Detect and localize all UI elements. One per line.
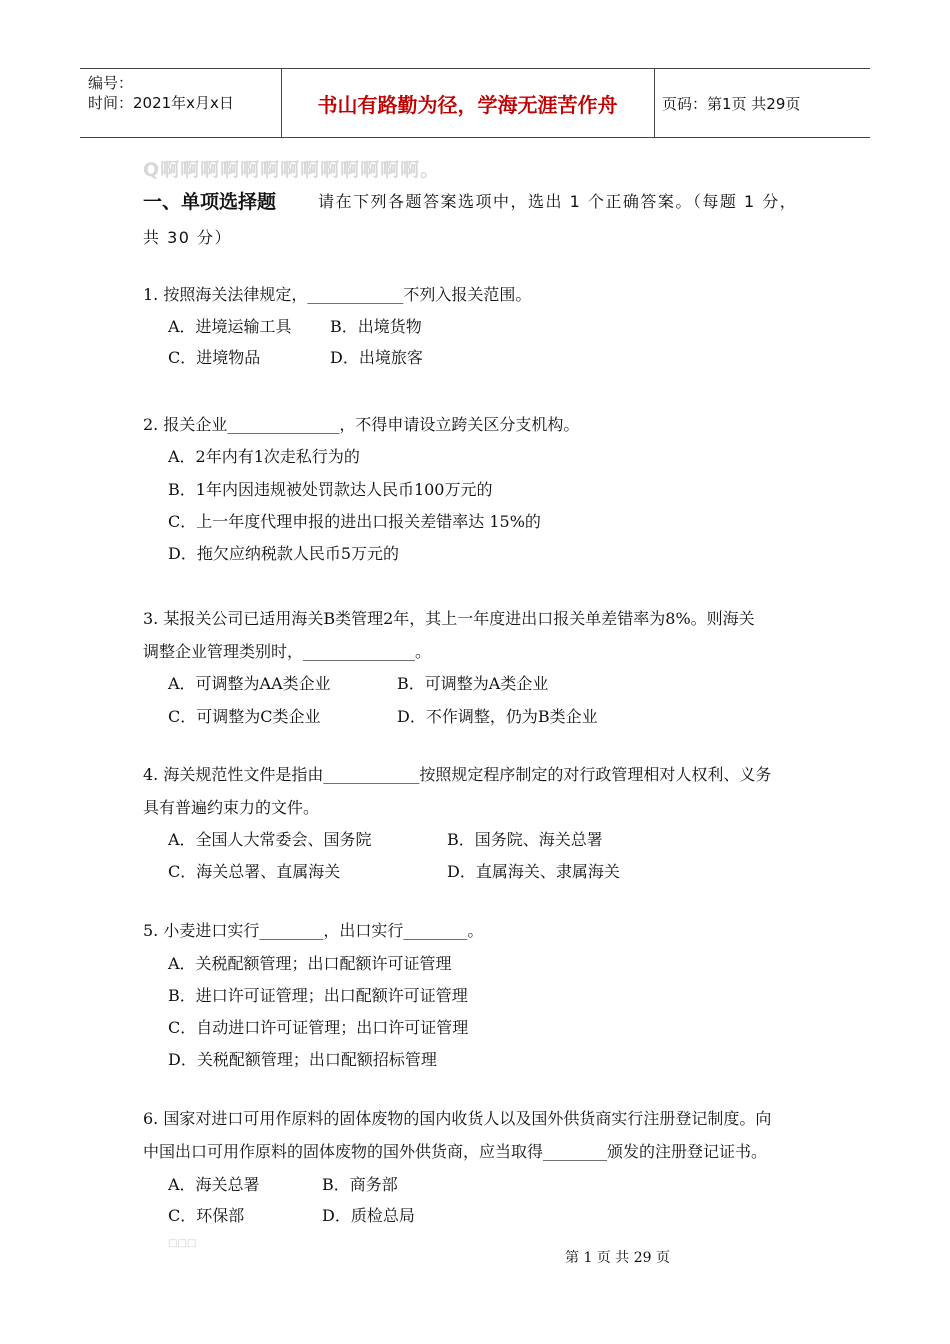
question-stem: 1. 按照海关法律规定，____________不列入报关范围。 [143,285,532,304]
option-d: D．拖欠应纳税款人民币5万元的 [168,544,400,563]
option-a: A．可调整为AA类企业 [168,674,331,693]
header-motto: 书山有路勤为径，学海无涯苦作舟 [317,92,618,117]
option-c: C．进境物品 [168,348,261,367]
option-a: A．进境运输工具 [168,317,292,336]
option-a: A．关税配额管理；出口配额许可证管理 [168,954,452,973]
question-stem: 2. 报关企业______________，不得申请设立跨关区分支机构。 [143,415,580,434]
question-stem: 3. 某报关公司已适用海关B类管理2年，其上一年度进出口报关单差错率为8%。则海关 [143,609,755,628]
section-instruction-cont: 共 30 分） [143,228,233,247]
option-d: D．出境旅客 [330,348,423,367]
question-stem: 5. 小麦进口实行________，出口实行________。 [143,921,484,940]
header-divider [654,69,655,137]
option-d: D．质检总局 [322,1206,415,1225]
footer-page-number: 第 1 页 共 29 页 [565,1250,670,1266]
option-a: A．海关总署 [168,1175,260,1194]
section-title: 一、单项选择题 [143,191,277,213]
number-label: 编号： [88,74,134,92]
option-d: D．直属海关、隶属海关 [447,862,620,881]
option-c: C．环保部 [168,1206,245,1225]
option-c: C．海关总署、直属海关 [168,862,341,881]
option-c: C．上一年度代理申报的进出口报关差错率达 15%的 [168,512,541,531]
option-c: C．自动进口许可证管理；出口许可证管理 [168,1018,469,1037]
option-a: A．全国人大常委会、国务院 [168,830,372,849]
option-b: B．商务部 [322,1175,398,1194]
header-left [88,73,234,113]
option-b: B．可调整为A类企业 [397,674,549,693]
option-d: D．关税配额管理；出口配额招标管理 [168,1050,437,1069]
question-stem: 4. 海关规范性文件是指由____________按照规定程序制定的对行政管理相对人权利、义务 [143,765,772,784]
footer-mark: □□□ [168,1238,197,1249]
option-c: C．可调整为C类企业 [168,707,321,726]
time-label: 时间：2021年x月x日 [88,94,234,112]
question-stem: 中国出口可用作原料的固体废物的国外供货商，应当取得________颁发的注册登记证书。 [143,1142,768,1161]
option-b: B．进口许可证管理；出口配额许可证管理 [168,986,468,1005]
header-table [80,68,870,138]
option-b: B．国务院、海关总署 [447,830,603,849]
section-instruction: 请在下列各题答案选项中，选出 1 个正确答案。（每题 1 分， [318,192,798,211]
header-page-info: 页码：第1页 共29页 [662,95,801,113]
question-stem: 具有普遍约束力的文件。 [143,798,320,817]
question-stem: 6. 国家对进口可用作原料的固体废物的国内收货人以及国外供货商实行注册登记制度。向 [143,1109,772,1128]
option-b: B．1年内因违规被处罚款达人民币100万元的 [168,480,493,499]
question-stem: 调整企业管理类别时，______________。 [143,642,432,661]
watermark-line: Q啊啊啊啊啊啊啊啊啊啊啊啊啊。 [143,159,441,181]
option-d: D．不作调整，仍为B类企业 [397,707,598,726]
option-b: B．出境货物 [330,317,422,336]
option-a: A．2年内有1次走私行为的 [168,447,360,466]
